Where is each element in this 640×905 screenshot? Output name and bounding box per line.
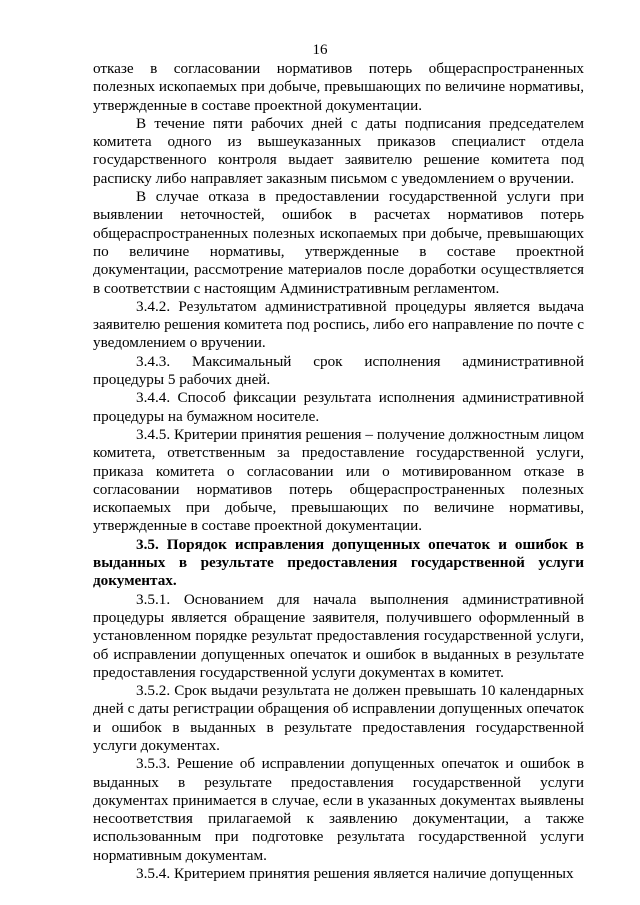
paragraph-continuation: отказе в согласовании нормативов потерь общераспространенных полезных ископаемых при добыче, превышающих по величине нормативы, утвержденные в составе проектной документации. — [93, 60, 584, 114]
paragraph-3-4-3: 3.4.3. Максимальный срок исполнения административной процедуры 5 рабочих дней. — [93, 352, 584, 389]
paragraph-refusal-case: В случае отказа в предоставлении государственной услуги при выявлении неточностей, ошибок в расчетах нормативов потерь общераспространенных полезных ископаемых при добыче, превышающих по величине нормативы, утвержденные в составе проектной документации, рассмотрение материалов после доработки осуществляется в соответствии с настоящим Административным регламентом. — [93, 188, 584, 297]
paragraph-3-4-2: 3.4.2. Результатом административной процедуры является выдача заявителю решения комитета под роспись, либо его направление по почте с уведомлением о вручении. — [93, 297, 584, 352]
paragraph-issuance: В течение пяти рабочих дней с даты подписания председателем комитета одного из вышеуказанных приказов специалист отдела государственного контроля выдает заявителю решение комитета под расписку либо направляет заказным письмом с уведомлением о вручении. — [93, 114, 584, 187]
paragraph-3-5-1: 3.5.1. Основанием для начала выполнения административной процедуры является обращение заявителя, получившего оформленный в установленном порядке результат предоставления государственной услуги, об исправлении допущенных опечаток и ошибок в выданных в результате предоставления государственной услуги документах в комитет. — [93, 590, 584, 681]
paragraph-3-4-4: 3.4.4. Способ фиксации результата исполнения административной процедуры на бумажном носителе. — [93, 389, 584, 425]
page-number: 16 — [312, 42, 328, 58]
paragraph-3-5-3: 3.5.3. Решение об исправлении допущенных опечаток и ошибок в выданных в результате предоставления государственной услуги документах принимается в случае, если в указанных документах выявлены несоответствия прилагаемой к заявлению документации, а также использованным при подготовке результата государственной услуги нормативным документам. — [93, 755, 584, 864]
paragraph-3-5-4: 3.5.4. Критерием принятия решения является наличие допущенных — [136, 865, 574, 883]
section-heading-3-5: 3.5. Порядок исправления допущенных опечаток и ошибок в выданных в результате предоставления государственной услуги документах. — [93, 535, 584, 590]
paragraph-3-4-5: 3.4.5. Критерии принятия решения – получение должностным лицом комитета, ответственным за предоставление государственной услуги, приказа комитета о согласовании или о мотивированном отказе в согласовании нормативов потерь общераспространенных полезных ископаемых при добыче, превышающих по величине нормативы, утвержденные в составе проектной документации. — [93, 425, 584, 535]
document-body — [93, 60, 584, 883]
paragraph-3-5-2: 3.5.2. Срок выдачи результата не должен превышать 10 календарных дней с даты регистрации обращения об исправлении допущенных опечаток и ошибок в выданных в результате предоставления государственной услуги документах. — [93, 682, 584, 754]
